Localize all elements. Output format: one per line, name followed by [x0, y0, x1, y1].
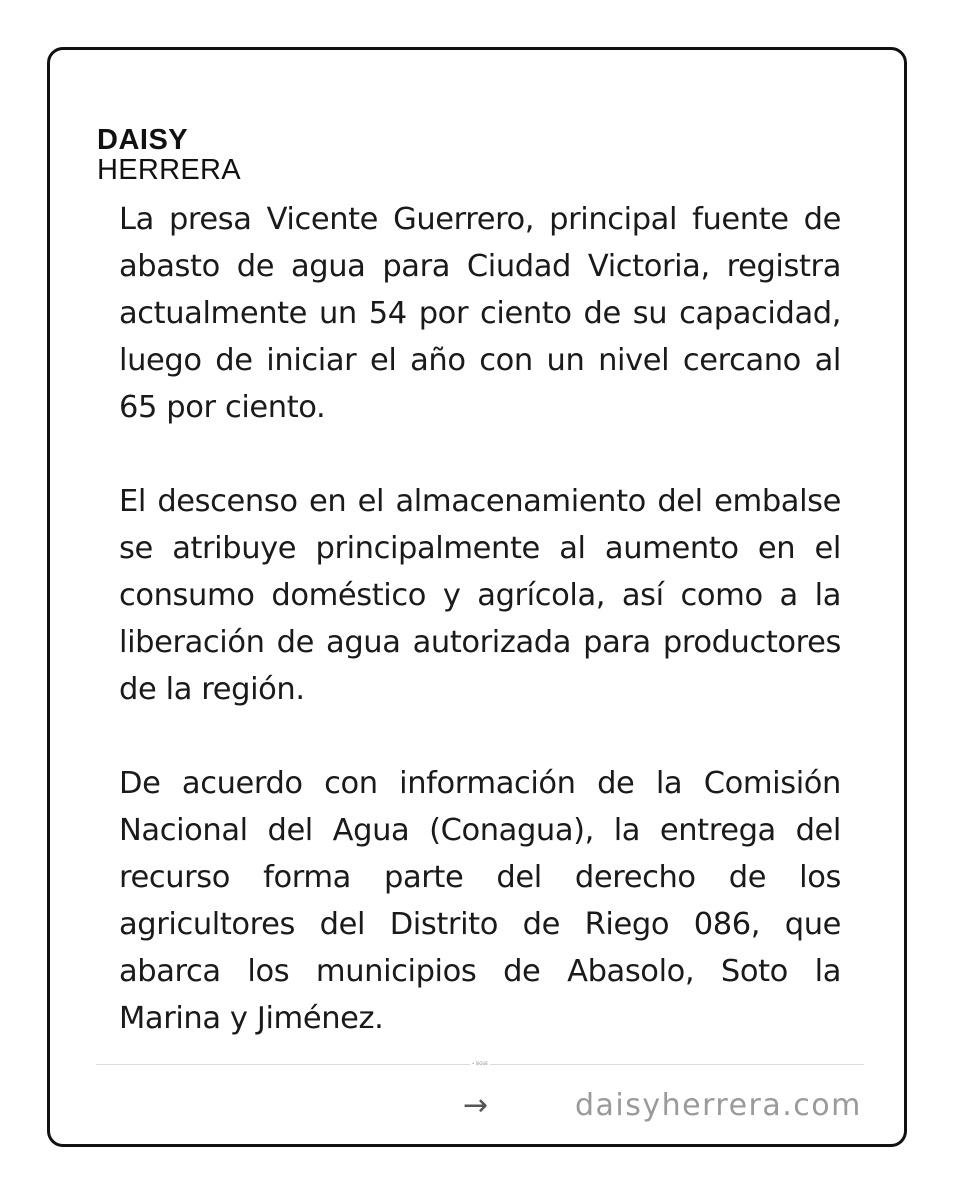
divider-mark: • SIGUE — [470, 1060, 490, 1068]
brand-last-name: HERRERA — [97, 154, 241, 186]
website-link[interactable]: daisyherrera.com — [575, 1088, 862, 1123]
article-body — [119, 196, 841, 1089]
brand-first-name: DAISY — [97, 124, 189, 156]
article-paragraph-1: La presa Vicente Guerrero, principal fuente de abasto de agua para Ciudad Victoria, registra actualmente un 54 por ciento de su capacidad, luego de iniciar el año con un nivel cercano al 65 por ciento. — [119, 202, 841, 425]
article-paragraph-2: El descenso en el almacenamiento del embalse se atribuye principalmente al aumento en el consumo doméstico y agrícola, así como a la liberación de agua autorizada para productores de la región. — [119, 484, 841, 707]
article-paragraph-3: De acuerdo con información de la Comisión Nacional del Agua (Conagua), la entrega del recurso forma parte del derecho de los agricultores del Distrito de Riego 086, que abarca los municipios de Abasolo, Soto la Marina y Jiménez. — [119, 766, 841, 1036]
brand-logo — [97, 124, 241, 186]
arrow-right-icon: → — [463, 1088, 489, 1123]
